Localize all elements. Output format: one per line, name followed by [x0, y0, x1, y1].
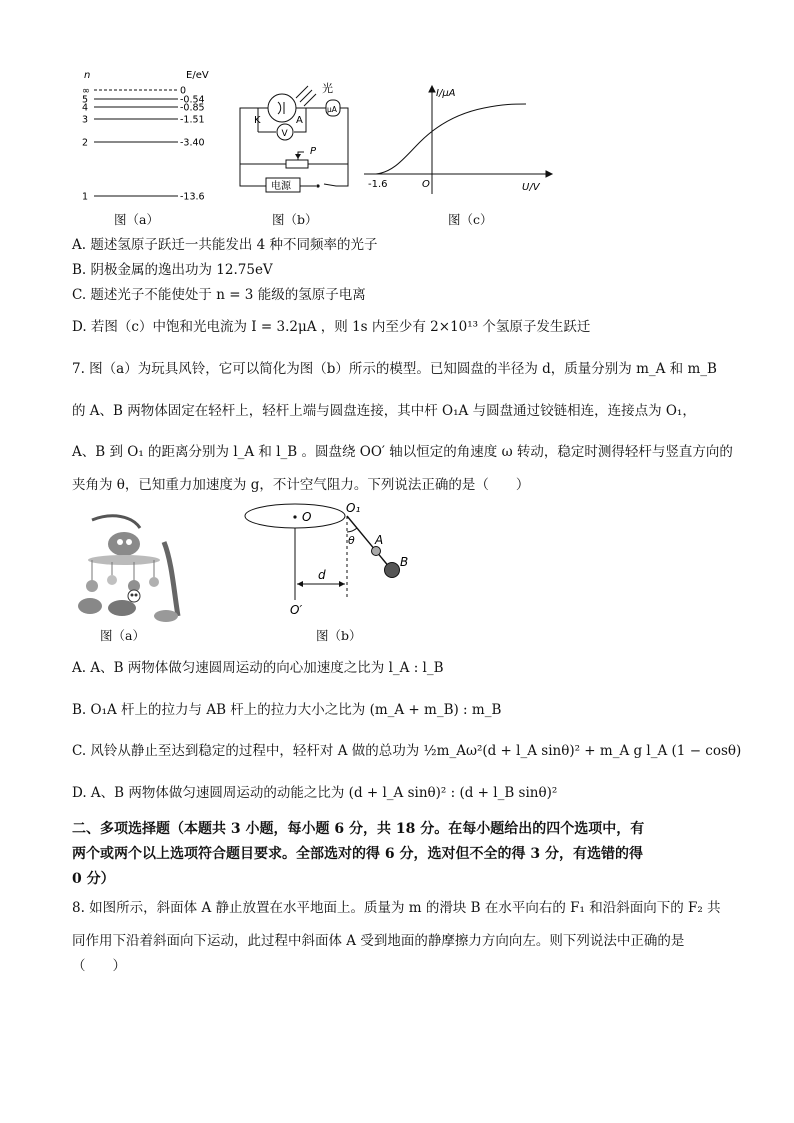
light-label: 光 [322, 82, 333, 95]
level-energy: -0.85 [180, 102, 205, 114]
caption-fig-c: 图（c） [448, 212, 493, 227]
origin-label: O [422, 179, 430, 190]
q6-option-d: D. 若图（c）中饱和光电流为 I = 3.2μA ，则 1s 内至少有 2×10¹³ 个氢原子发生跃迁 [72, 319, 591, 335]
q8-stem-line-1: 8. 如图所示，斜面体 A 静止放置在水平地面上。质量为 m 的滑块 B 在水平向右的 F₁ 和沿斜面向下的 F₂ 共 [72, 900, 721, 916]
q8-stem-line-3: （ ） [72, 958, 126, 974]
q7-stem-line-4: 夹角为 θ，已知重力加速度为 g，不计空气阻力。下列说法正确的是（ ） [72, 477, 530, 493]
section-2-heading-line-2: 两个或两个以上选项符合题目要求。全部选对的得 6 分，选对但不全的得 3 分，有选错的得 [72, 846, 643, 862]
rheostat [286, 160, 308, 168]
section-2-heading-line-3: 0 分） [72, 871, 115, 887]
level-number: 4 [82, 102, 89, 114]
q7-option-b: B. O₁A 杆上的拉力与 AB 杆上的拉力大小之比为 (m_A + m_B) : m_B [72, 702, 502, 718]
caption-q7-fig-b: 图（b） [316, 628, 362, 643]
q6-option-c: C. 题述光子不能使处于 n = 3 能级的氢原子电离 [72, 287, 366, 303]
label-theta: θ [348, 534, 355, 547]
label-o-prime: O′ [290, 603, 303, 617]
section-2-heading-line-1: 二、多项选择题（本题共 3 小题，每小题 6 分，共 18 分。在每小题给出的四个选项中，有 [72, 821, 645, 837]
iu-curve [376, 104, 526, 174]
label-b: B [400, 555, 409, 569]
current-axis-label: I/μA [436, 88, 456, 99]
wind-chime-model [240, 500, 440, 624]
level-number: ∞ [82, 85, 90, 97]
level-energy: 0 [180, 85, 187, 97]
iu-curve-graph [364, 84, 554, 196]
n-axis-label: n [84, 70, 91, 81]
mass-a [372, 547, 381, 556]
level-number: 5 [82, 94, 89, 106]
voltmeter-label: V [281, 129, 288, 139]
label-a: A [375, 533, 384, 547]
stopping-voltage-tick: -1.6 [368, 179, 388, 190]
q7-stem-line-1: 7. 图（a）为玩具风铃，它可以简化为图（b）所示的模型。已知圆盘的半径为 d，质量分别为 m_A 和 m_B [72, 361, 717, 377]
caption-fig-a: 图（a） [114, 212, 159, 227]
q6-option-b: B. 阴极金属的逸出功为 12.75eV [72, 262, 273, 278]
level-energy: -13.6 [180, 191, 205, 203]
level-energy: -1.51 [180, 114, 205, 126]
voltage-axis-label: U/V [522, 182, 540, 193]
e-axis-label: E/eV [186, 70, 209, 81]
caption-fig-b: 图（b） [272, 212, 318, 227]
phototube [268, 94, 296, 122]
slider-label: P [310, 146, 317, 157]
energy-level-diagram [78, 66, 228, 206]
level-energy: -3.40 [180, 137, 205, 149]
level-number: 3 [82, 114, 89, 126]
caption-q7-fig-a: 图（a） [100, 628, 145, 643]
q8-stem-line-2: 同作用下沿着斜面向下运动，此过程中斜面体 A 受到地面的静摩擦力方向向左。则下列说法中正确的是 [72, 933, 685, 949]
q7-option-a: A. A、B 两物体做匀速圆周运动的向心加速度之比为 l_A : l_B [72, 660, 444, 676]
microammeter-label: μA [327, 105, 337, 114]
anode-label: A [296, 115, 303, 126]
q7-option-d: D. A、B 两物体做匀速圆周运动的动能之比为 (d + l_A sinθ)² : (d + l_B sinθ)² [72, 785, 558, 801]
label-d: d [318, 568, 326, 582]
q6-option-a: A. 题述氢原子跃迁一共能发出 4 种不同频率的光子 [72, 237, 378, 253]
level-energy: -0.54 [180, 94, 205, 106]
cathode-label: K [254, 115, 261, 126]
level-number: 2 [82, 137, 89, 149]
wind-chime-photo [72, 512, 192, 622]
level-number: 1 [82, 191, 89, 203]
q7-stem-line-2: 的 A、B 两物体固定在轻杆上，轻杆上端与圆盘连接，其中杆 O₁A 与圆盘通过铰链相连，连接点为 O₁， [72, 403, 696, 419]
q7-stem-line-3: A、B 到 O₁ 的距离分别为 l_A 和 l_B 。圆盘绕 OO′ 轴以恒定的角速度 ω 转动，稳定时测得轻杆与竖直方向的 [72, 444, 733, 460]
mass-b [385, 563, 400, 578]
power-source-label: 电源 [271, 181, 291, 192]
photoelectric-circuit [236, 78, 356, 198]
label-o: O [302, 510, 312, 524]
q7-option-c: C. 风铃从静止至达到稳定的过程中，轻杆对 A 做的总功为 ½m_Aω²(d + l_A sinθ)² + m_A g l_A (1 − cosθ) [72, 743, 742, 759]
label-o1: O₁ [346, 501, 361, 515]
